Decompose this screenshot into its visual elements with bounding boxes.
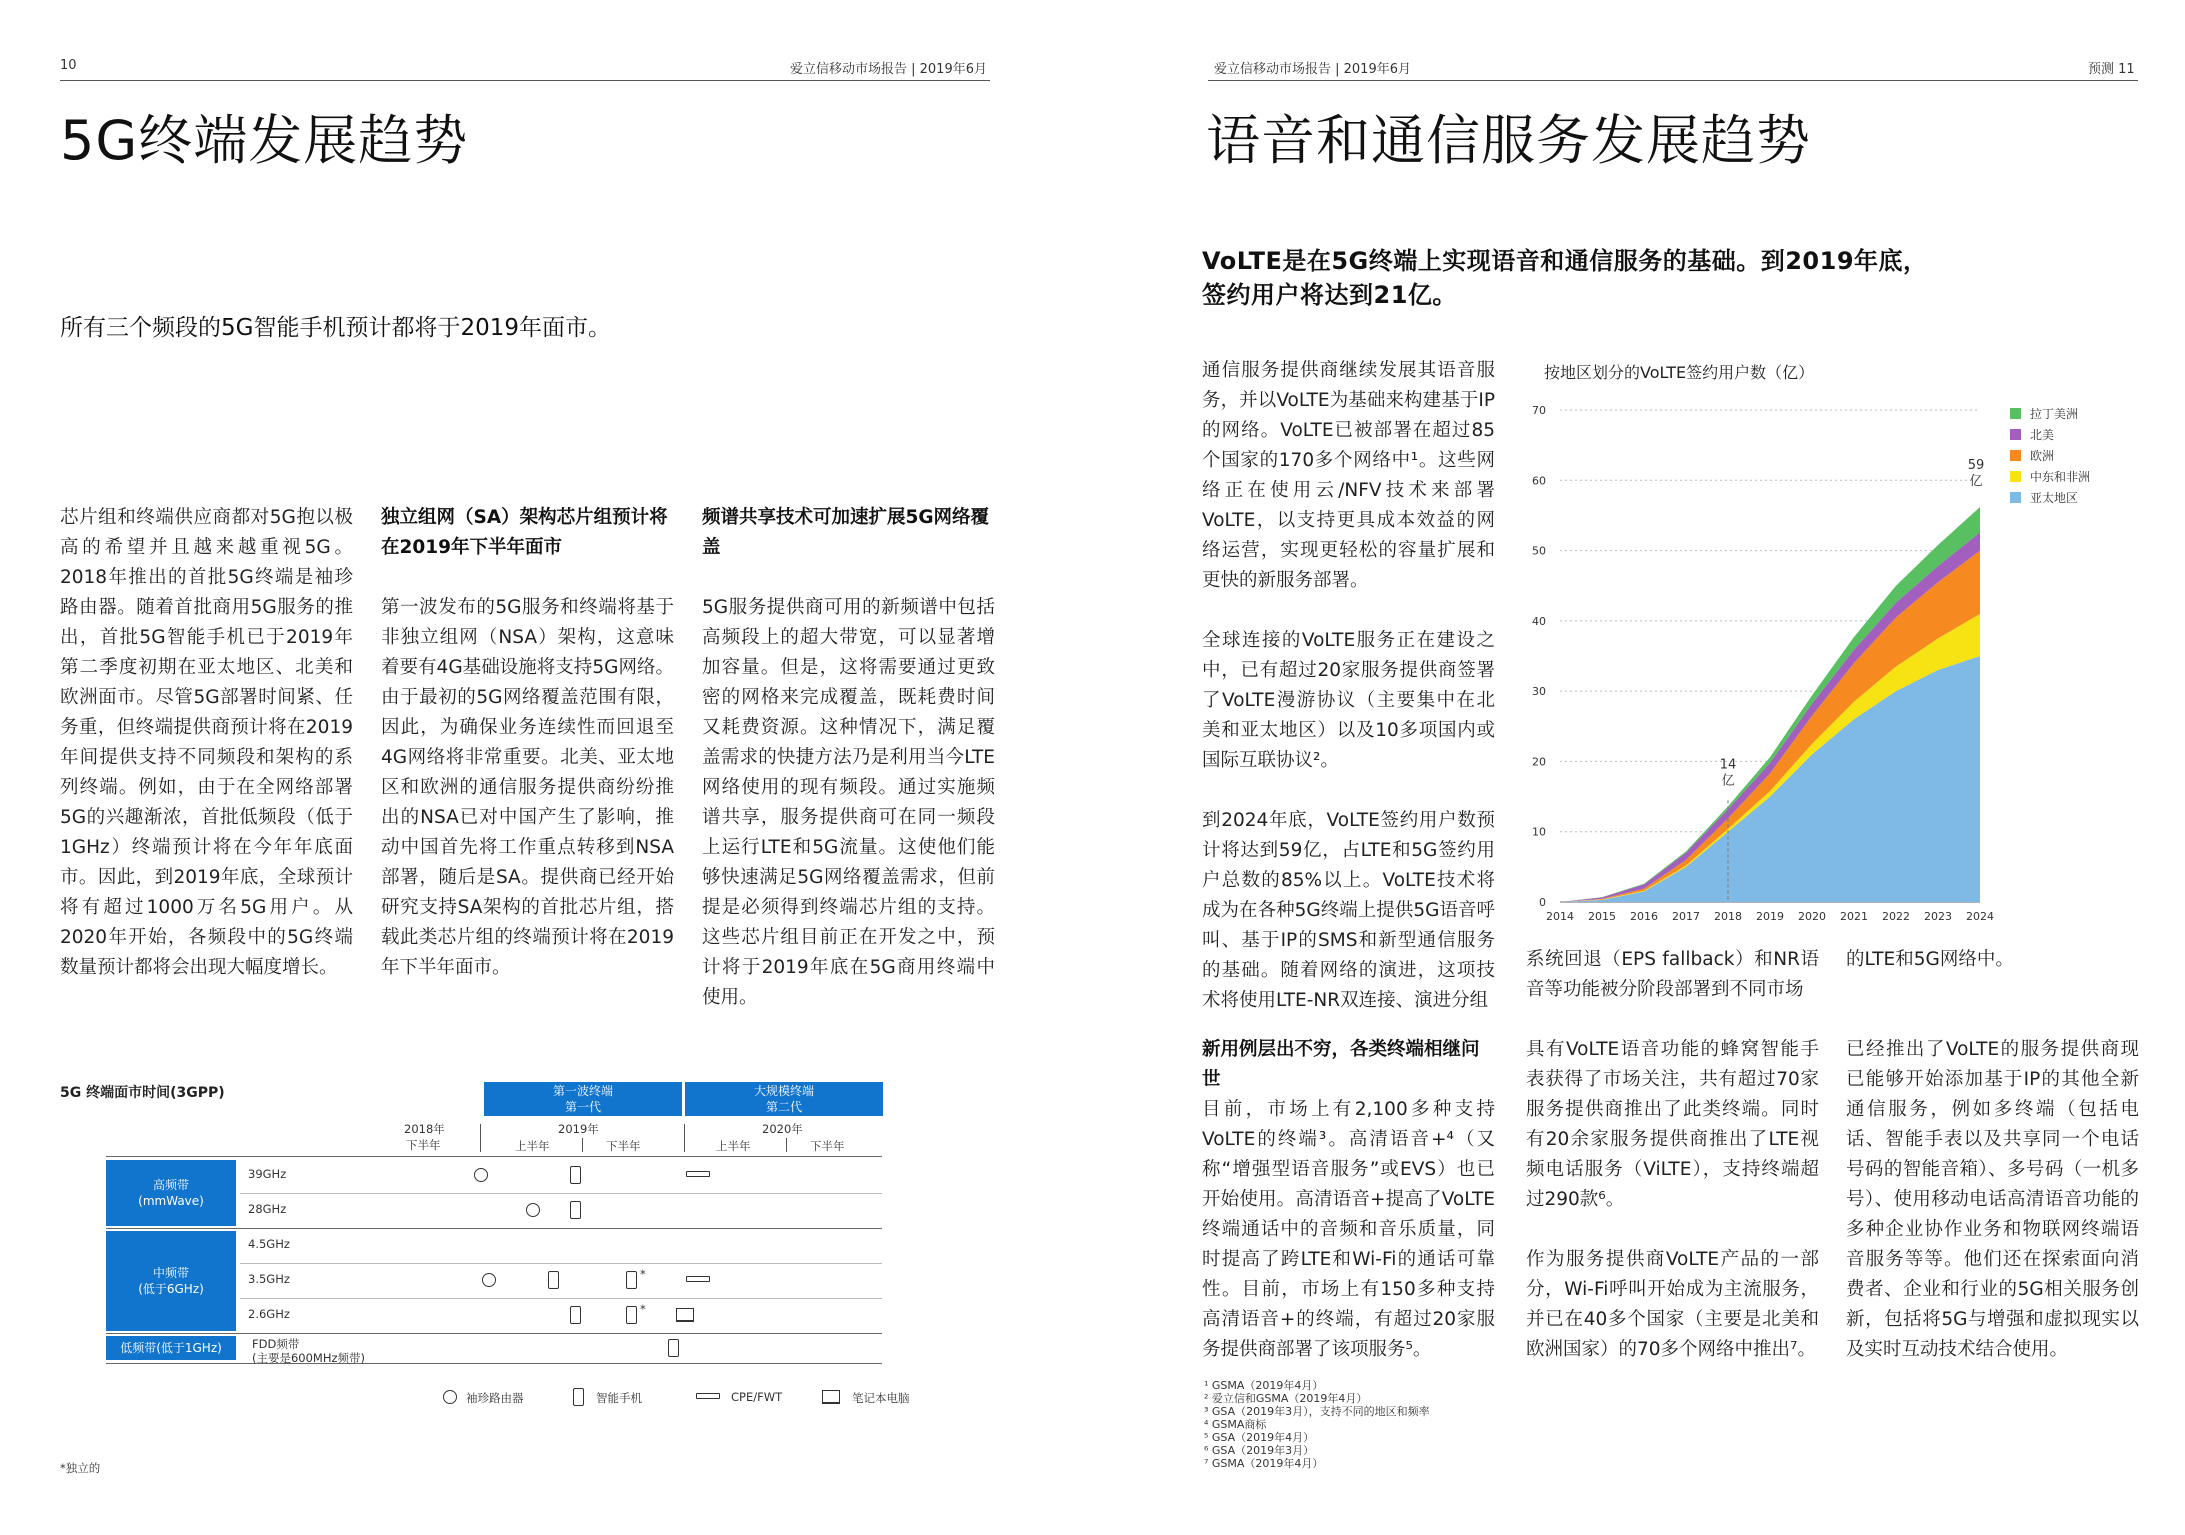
row-divider	[240, 1263, 882, 1264]
year-2018: 2018年	[404, 1122, 445, 1136]
right-colA-p2: 全球连接的VoLTE服务正在建设之中，已有超过20家服务提供商签署了VoLTE漫游协议（主要集中在北美和亚太地区）以及10多项国内或国际互联协议²。	[1202, 630, 1495, 771]
year-2020: 2020年	[762, 1122, 803, 1136]
footnote: ³ GSA（2019年3月），支持不同的地区和频率	[1204, 1405, 1430, 1418]
legend-swatch	[2010, 450, 2021, 461]
right-colC-continued: 的LTE和5G网络中。	[1846, 949, 2014, 970]
footnote: ⁷ GSMA（2019年4月）	[1204, 1457, 1324, 1470]
legend-laptop-icon	[822, 1390, 840, 1404]
sa-asterisk: *	[640, 1267, 646, 1281]
wave2-label: 大规模终端	[753, 1084, 814, 1098]
freq-4-5ghz: 4.5GHz	[248, 1237, 290, 1251]
x-tick-label: 2015	[1588, 910, 1616, 923]
wave1-header	[484, 1082, 682, 1116]
footnote: ² 爱立信和GSMA（2019年4月）	[1204, 1392, 1368, 1405]
timeline-footnote: *独立的	[60, 1461, 101, 1475]
right-page-title: 语音和通信服务发展趋势	[1206, 109, 1811, 172]
pocket-router-icon	[474, 1168, 488, 1182]
legend-label: 拉丁美洲	[2030, 407, 2079, 421]
y-tick-label: 70	[1532, 404, 1546, 417]
band-high	[106, 1160, 236, 1226]
half-divider	[786, 1138, 787, 1152]
timeline-title: 5G 终端面市时间(3GPP)	[60, 1085, 225, 1101]
annotation-value: 14	[1719, 757, 1737, 773]
legend-label: 欧洲	[2030, 449, 2055, 463]
year-divider	[684, 1124, 685, 1152]
new-usecases-heading: 新用例层出不穷，各类终端相继问世	[1202, 1039, 1480, 1090]
legend-swatch	[2010, 471, 2021, 482]
legend-smartphone: 智能手机	[596, 1391, 642, 1405]
freq-3-5ghz: 3.5GHz	[248, 1272, 290, 1286]
x-tick-label: 2023	[1924, 910, 1952, 923]
x-tick-label: 2020	[1798, 910, 1826, 923]
row-divider	[240, 1298, 882, 1299]
x-tick-label: 2014	[1546, 910, 1574, 923]
footnotes	[1204, 1379, 1704, 1470]
y-tick-label: 50	[1532, 544, 1546, 558]
band-high-label: 高频带	[152, 1178, 189, 1192]
row-divider	[106, 1363, 882, 1364]
year-divider	[480, 1124, 481, 1152]
freq-fdd-sub: (主要是600MHz频带)	[252, 1351, 366, 1365]
device-timeline	[0, 0, 1092, 1535]
band-mid	[106, 1231, 236, 1331]
legend-pocket-router: 袖珍路由器	[466, 1391, 524, 1405]
legend-swatch	[2010, 429, 2021, 440]
left-col2-body: 第一波发布的5G服务和终端将基于非独立组网（NSA）架构，这意味着要有4G基础设施将支持5G网络。由于最初的5G网络覆盖范围有限，因此，为确保业务连续性而回退至4G网络将非常重要。北美、亚太地区和欧洲的通信服务提供商纷纷推出的NSA已对中国产生了影响，推动中国首先将工作重点转移到NSA部署，随后是SA。提供商已经开始研究支持SA架构的首批芯片组，搭载此类芯片组的终端预计将在2019年下半年面市。	[381, 597, 674, 978]
legend-swatch	[2010, 408, 2021, 419]
freq-28ghz: 28GHz	[248, 1202, 287, 1216]
x-tick-label: 2017	[1672, 910, 1700, 923]
smartphone-icon	[548, 1271, 559, 1289]
band-low-label: 低频带(低于1GHz)	[120, 1341, 222, 1355]
legend-label: 中东和非洲	[2030, 470, 2091, 484]
x-tick-label: 2024	[1966, 910, 1994, 923]
left-running-header: 爱立信移动市场报告 | 2019年6月	[790, 62, 987, 77]
row-divider	[106, 1156, 882, 1157]
right-colB-continued: 系统回退（EPS fallback）和NR语音等功能被分阶段部署到不同市场	[1526, 949, 1819, 1000]
left-col1: 芯片组和终端供应商都对5G抱以极高的希望并且越来越重视5G。2018年推出的首批5G终端是袖珍路由器。随着首批商用5G服务的推出，首批5G智能手机已于2019年第二季度初期在亚太地区、北美和欧洲面市。尽管5G部署时间紧、任务重，但终端提供商预计将在2019年间提供支持不同频段和架构的系列终端。例如，由于在全网络部署5G的兴趣渐浓，首批低频段（低于1GHz）终端预计将在今年年底面市。因此，到2019年底，全球预计将有超过1000万名5G用户。从2020年开始，各频段中的5G终端数量预计都将会出现大幅度增长。	[60, 507, 353, 978]
x-tick-label: 2021	[1840, 910, 1868, 923]
annotation-value: 59	[1967, 457, 1985, 473]
right-running-header: 爱立信移动市场报告 | 2019年6月	[1214, 62, 1411, 77]
band-low	[106, 1336, 236, 1360]
wave2-gen: 第二代	[765, 1100, 802, 1114]
chart-legend	[2010, 408, 2130, 518]
cpe-icon	[686, 1276, 710, 1282]
left-page-title: 5G终端发展趋势	[60, 109, 469, 172]
smartphone-icon	[668, 1339, 679, 1357]
left-lead: 所有三个频段的5G智能手机预计都将于2019年面市。	[60, 315, 611, 341]
smartphone-icon	[626, 1306, 637, 1324]
smartphone-icon	[570, 1306, 581, 1324]
x-tick-label: 2019	[1756, 910, 1784, 923]
footnote: ¹ GSMA（2019年4月）	[1204, 1379, 1324, 1392]
right-colA	[1202, 356, 1495, 1016]
left-col3-body: 5G服务提供商可用的新频谱中包括高频段上的超大带宽，可以显著增加容量。但是，这将需要通过更致密的网格来完成覆盖，既耗费时间又耗费资源。这种情况下，满足覆盖需求的快捷方法乃是利用当今LTE网络使用的现有频段。通过实施频谱共享，服务提供商可在同一频段上运行LTE和5G流量。这使他们能够快速满足5G网络覆盖需求，但前提是必须得到终端芯片组的支持。这些芯片组目前正在开发之中，预计将于2019年底在5G商用终端中使用。	[702, 597, 995, 1008]
h2-2019: 下半年	[606, 1139, 641, 1153]
freq-2-6ghz: 2.6GHz	[248, 1307, 290, 1321]
legend-pocket-router-icon	[443, 1390, 457, 1404]
year-2019: 2019年	[558, 1122, 599, 1136]
freq-fdd: FDD频带	[252, 1337, 300, 1351]
footnote: ⁵ GSA（2019年4月）	[1204, 1431, 1315, 1444]
sa-asterisk: *	[640, 1302, 646, 1316]
freq-39ghz: 39GHz	[248, 1167, 287, 1181]
right-colA-lower	[1202, 1035, 1495, 1365]
footnote: ⁶ GSA（2019年3月）	[1204, 1444, 1315, 1457]
x-tick-label: 2022	[1882, 910, 1910, 923]
legend-laptop: 笔记本电脑	[852, 1391, 910, 1405]
y-tick-label: 60	[1532, 474, 1546, 488]
y-tick-label: 10	[1532, 825, 1546, 839]
right-colB-p1: 具有VoLTE语音功能的蜂窝智能手表获得了市场关注，共有超过70家服务提供商推出了此类终端。同时有20余家服务提供商推出了LTE视频电话服务（ViLTE），支持终端超过290款⁶。	[1526, 1039, 1819, 1210]
y-tick-label: 20	[1532, 755, 1546, 769]
footnote: ⁴ GSMA商标	[1204, 1418, 1267, 1431]
smartphone-icon	[570, 1201, 581, 1219]
right-colA-p1: 通信服务提供商继续发展其语音服务，并以VoLTE为基础来构建基于IP的网络。VoLTE已被部署在超过85个国家的170多个网络中¹。这些网络正在使用云/NFV技术来部署VoLTE，以支持更具成本效益的网络运营，实现更轻松的容量扩展和更快的新服务部署。	[1202, 360, 1495, 591]
left-col3-heading: 频谱共享技术可加速扩展5G网络覆盖	[702, 507, 990, 558]
pocket-router-icon	[482, 1273, 496, 1287]
year-2018-half: 下半年	[406, 1138, 441, 1152]
right-page-label: 预测 11	[2088, 62, 2135, 77]
row-divider	[106, 1228, 882, 1229]
right-header-rule	[1208, 80, 2138, 81]
wave1-label: 第一波终端	[552, 1084, 613, 1098]
pocket-router-icon	[526, 1203, 540, 1217]
h1-2020: 上半年	[716, 1139, 751, 1153]
right-colB-lower	[1526, 1035, 1819, 1365]
wave1-gen: 第一代	[564, 1100, 601, 1114]
y-tick-label: 0	[1539, 896, 1546, 909]
right-lead-line1: VoLTE是在5G终端上实现语音和通信服务的基础。到2019年底，	[1202, 247, 1928, 275]
smartphone-icon	[626, 1271, 637, 1289]
row-divider	[106, 1333, 882, 1334]
right-lead	[1202, 244, 2102, 312]
x-tick-label: 2018	[1714, 910, 1742, 923]
new-usecases-body: 目前，市场上有2,100多种支持VoLTE的终端³。高清语音+⁴（又称“增强型语音服务”或EVS）也已开始使用。高清语音+提高了VoLTE终端通话中的音频和音乐质量，同时提高了跨LTE和Wi-Fi的通话可靠性。目前，市场上有150多种支持高清语音+的终端，有超过20家服务提供商部署了该项服务⁵。	[1202, 1099, 1495, 1360]
wave2-header	[685, 1082, 883, 1116]
y-tick-label: 40	[1532, 614, 1546, 628]
legend-cpe: CPE/FWT	[731, 1390, 783, 1404]
legend-swatch	[2010, 492, 2021, 503]
right-lead-line2: 签约用户将达到21亿。	[1202, 281, 1457, 309]
legend-cpe-icon	[696, 1393, 720, 1399]
band-mid-sub: (低于6GHz)	[138, 1282, 204, 1296]
x-tick-label: 2016	[1630, 910, 1658, 923]
band-mid-label: 中频带	[152, 1266, 189, 1280]
band-high-sub: (mmWave)	[138, 1194, 204, 1208]
left-col2-heading: 独立组网（SA）架构芯片组预计将在2019年下半年面市	[381, 507, 668, 558]
h1-2019: 上半年	[515, 1139, 550, 1153]
legend-label: 亚太地区	[2030, 491, 2079, 505]
laptop-icon	[676, 1308, 694, 1322]
cpe-icon	[686, 1171, 710, 1177]
legend-label: 北美	[2030, 428, 2055, 442]
legend-smartphone-icon	[573, 1388, 584, 1406]
row-divider	[240, 1193, 882, 1194]
right-colA-p3: 到2024年底，VoLTE签约用户数预计将达到59亿，占LTE和5G签约用户总数的85%以上。VoLTE技术将成为在各种5G终端上提供5G语音呼叫、基于IP的SMS和新型通信服务的基础。随着网络的演进，这项技术将使用LTE-NR双连接、演进分组	[1202, 810, 1495, 1011]
left-page-number: 10	[60, 58, 77, 73]
right-colC-lower: 已经推出了VoLTE的服务提供商现已能够开始添加基于IP的其他全新通信服务，例如多终端（包括电话、智能手表以及共享同一个电话号码的智能音箱）、多号码（一机多号）、使用移动电话高清语音功能的多种企业协作业务和物联网终端语音服务等等。他们还在探索面向消费者、企业和行业的5G相关服务创新，包括将5G与增强和虚拟现实以及实时互动技术结合使用。	[1846, 1039, 2139, 1360]
volte-chart-title: 按地区划分的VoLTE签约用户数（亿）	[1544, 363, 1815, 382]
annotation-unit: 亿	[1969, 473, 1983, 489]
right-colB-p2: 作为服务提供商VoLTE产品的一部分，Wi-Fi呼叫开始成为主流服务，并已在40多个国家（主要是北美和欧洲国家）的70多个网络中推出⁷。	[1526, 1249, 1819, 1360]
annotation-unit: 亿	[1721, 773, 1735, 789]
half-divider	[582, 1138, 583, 1152]
h2-2020: 下半年	[810, 1139, 845, 1153]
smartphone-icon	[570, 1166, 581, 1184]
y-tick-label: 30	[1532, 685, 1546, 699]
